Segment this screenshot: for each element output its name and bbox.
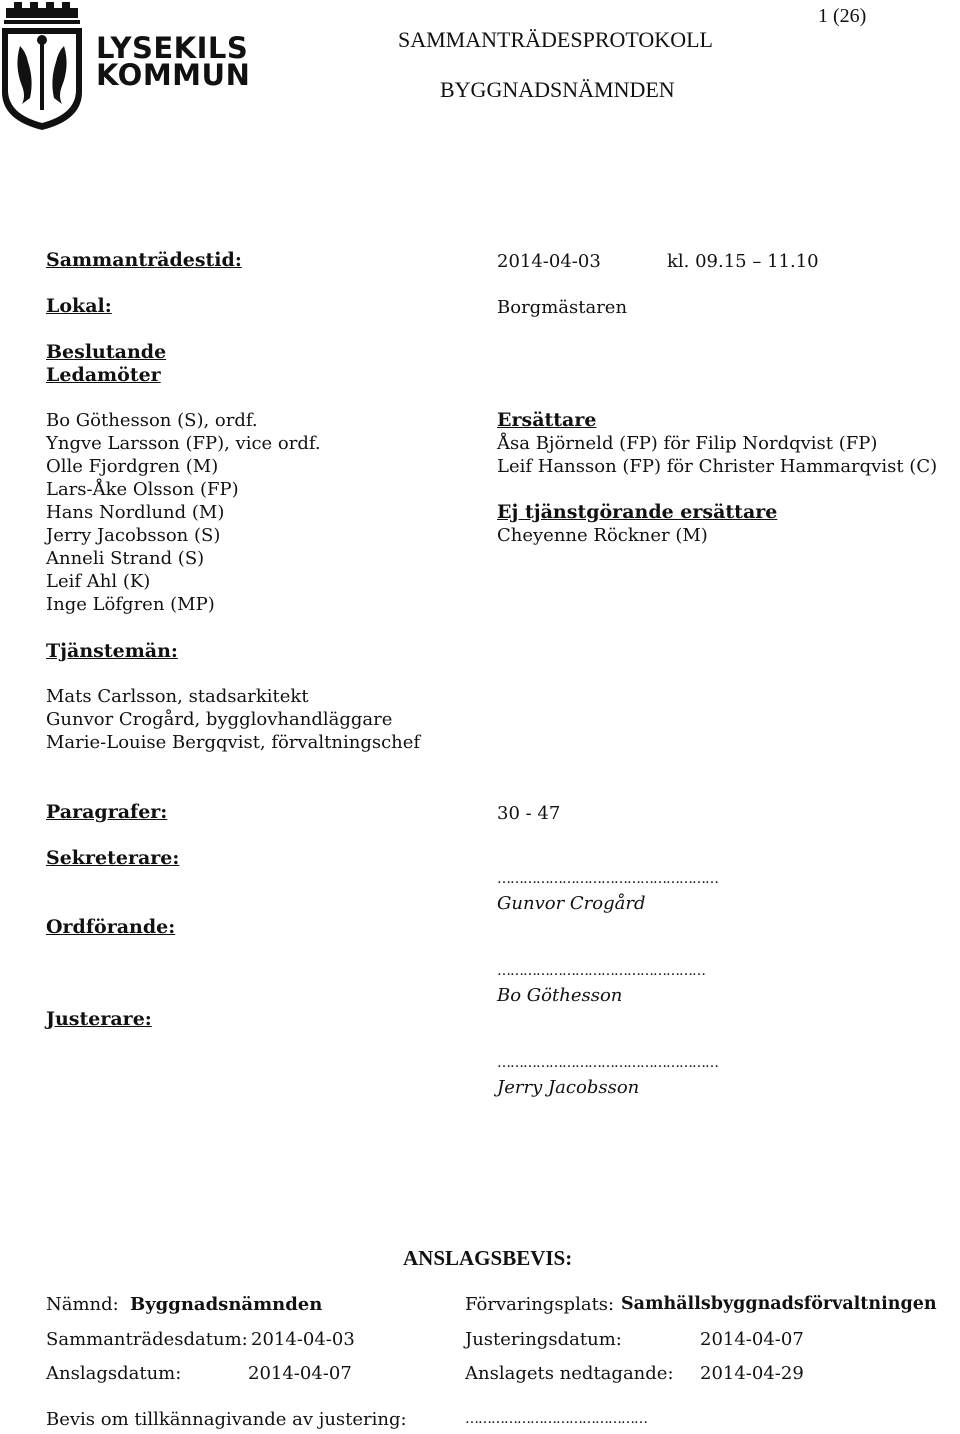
list-item: Cheyenne Röckner (M) <box>497 525 708 546</box>
page-number: 1 (26) <box>818 5 867 27</box>
list-item: Leif Hansson (FP) för Christer Hammarqvist (C) <box>497 456 938 477</box>
logo-text-line2: KOMMUN <box>96 58 251 92</box>
board-value: Byggnadsnämnden <box>130 1294 323 1315</box>
list-item: Åsa Björneld (FP) för Filip Nordqvist (FP) <box>497 433 878 454</box>
list-item: Anneli Strand (S) <box>46 548 205 569</box>
document-title: SAMMANTRÄDESPROTOKOLL <box>398 27 713 52</box>
proof-signature-line: …………………………………… <box>465 1411 647 1427</box>
adjuster-name: Jerry Jacobsson <box>497 1077 640 1098</box>
coat-of-arms-icon <box>0 0 84 132</box>
list-item: Gunvor Crogård, bygglovhandläggare <box>46 709 393 730</box>
non-serving-substitutes-label: Ej tjänstgörande ersättare <box>497 501 778 523</box>
meeting-time: kl. 09.15 – 11.10 <box>667 251 819 272</box>
board-label: Nämnd: <box>46 1294 119 1315</box>
list-item: Lars-Åke Olsson (FP) <box>46 479 239 500</box>
paragraphs-range: 30 - 47 <box>497 803 561 824</box>
list-item: Jerry Jacobsson (S) <box>46 525 221 546</box>
substitutes-list <box>497 432 937 478</box>
removal-date-label: Anslagets nedtagande: <box>465 1363 674 1384</box>
proof-label: Bevis om tillkännagivande av justering: <box>46 1409 407 1430</box>
list-item: Yngve Larsson (FP), vice ordf. <box>46 433 321 454</box>
signature-line-secretary: …………………………………………… <box>497 871 718 887</box>
list-item: Mats Carlsson, stadsarkitekt <box>46 686 309 707</box>
storage-value: Samhällsbyggnadsförvaltningen <box>621 1294 937 1314</box>
paragraphs-label: Paragrafer: <box>46 801 168 823</box>
notice-title: ANSLAGSBEVIS: <box>403 1246 573 1270</box>
committee-name: BYGGNADSNÄMNDEN <box>440 77 675 102</box>
adjust-date-label: Justeringsdatum: <box>465 1329 622 1350</box>
posting-date-label: Anslagsdatum: <box>46 1363 182 1384</box>
list-item: Bo Göthesson (S), ordf. <box>46 410 258 431</box>
logo-text-line1: LYSEKILS <box>96 31 249 65</box>
adjust-date-value: 2014-04-07 <box>700 1329 804 1350</box>
meeting-date-value: 2014-04-03 <box>251 1329 355 1350</box>
officials-label: Tjänstemän: <box>46 640 178 662</box>
list-item: Olle Fjordgren (M) <box>46 456 219 477</box>
members-label-line2: Ledamöter <box>46 364 161 386</box>
list-item: Leif Ahl (K) <box>46 571 151 592</box>
signature-line-chairman: ………………………………………… <box>497 963 705 979</box>
list-item: Inge Löfgren (MP) <box>46 594 215 615</box>
meeting-date: 2014-04-03 <box>497 251 601 272</box>
posting-date-value: 2014-04-07 <box>248 1363 352 1384</box>
non-serving-substitutes-list <box>497 524 708 547</box>
meeting-time-label: Sammanträdestid: <box>46 249 242 271</box>
venue-label: Lokal: <box>46 295 112 317</box>
venue-name: Borgmästaren <box>497 297 628 318</box>
list-item: Hans Nordlund (M) <box>46 502 225 523</box>
storage-label: Förvaringsplats: <box>465 1294 615 1315</box>
signature-line-adjuster: …………………………………………… <box>497 1055 718 1071</box>
chairman-label: Ordförande: <box>46 916 176 938</box>
removal-date-value: 2014-04-29 <box>700 1363 804 1384</box>
secretary-name: Gunvor Crogård <box>497 893 646 914</box>
members-label-line1: Beslutande <box>46 341 167 363</box>
members-list <box>46 409 321 616</box>
meeting-date-label: Sammanträdesdatum: <box>46 1329 248 1350</box>
secretary-label: Sekreterare: <box>46 847 180 869</box>
municipality-logo <box>0 0 251 135</box>
chairman-name: Bo Göthesson <box>497 985 623 1006</box>
substitutes-label: Ersättare <box>497 409 597 431</box>
officials-list <box>46 685 420 754</box>
list-item: Marie-Louise Bergqvist, förvaltningschef <box>46 732 421 753</box>
adjuster-label: Justerare: <box>46 1008 152 1030</box>
